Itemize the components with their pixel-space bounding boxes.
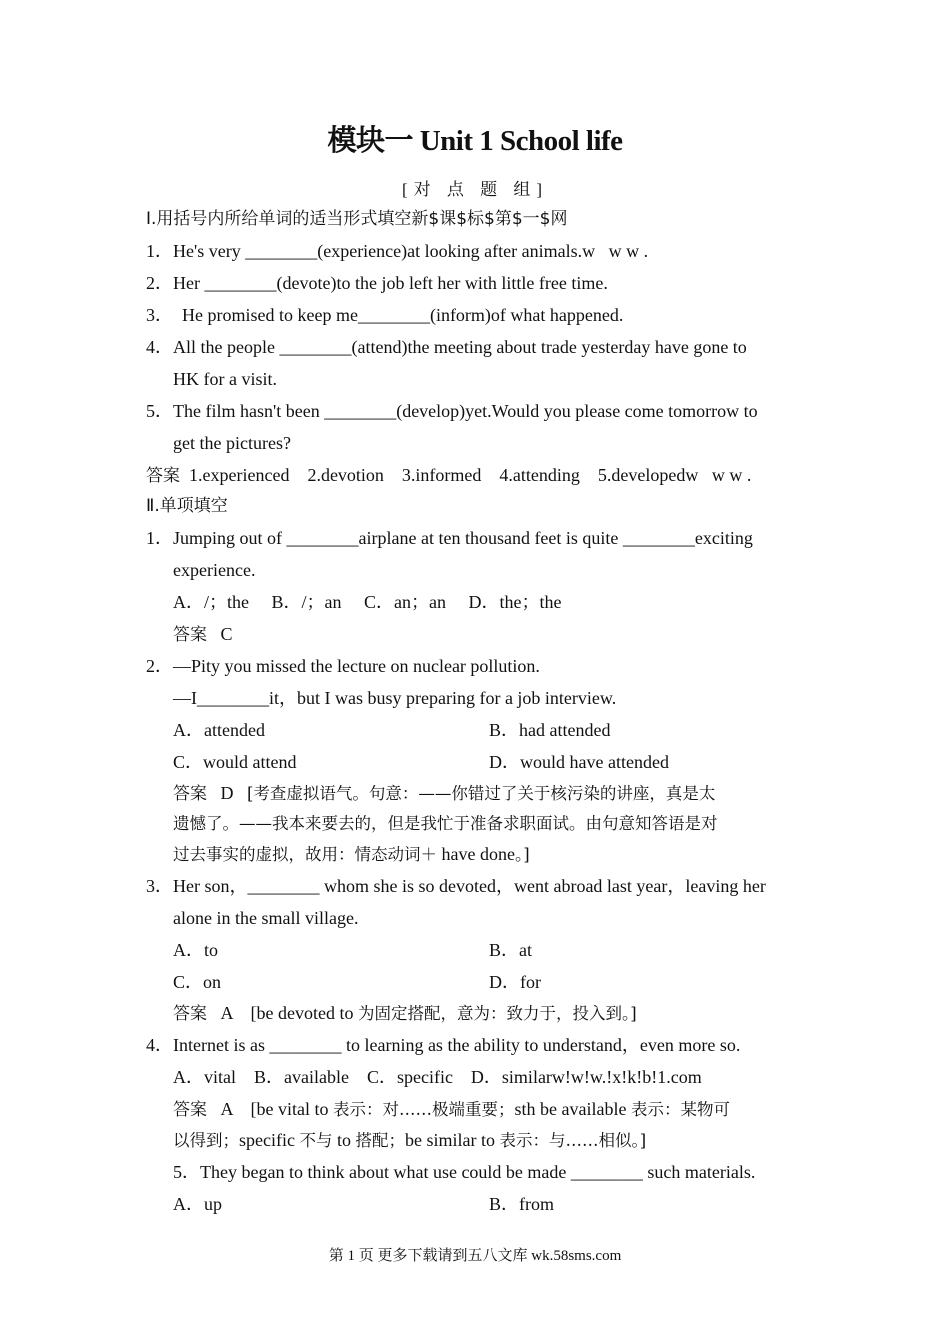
q4-explanation-2 bbox=[173, 1128, 646, 1153]
subtitle: [对 点 题 组] bbox=[401, 180, 549, 199]
answer-label: 答案 bbox=[173, 1004, 207, 1024]
q3-option-a: A．to bbox=[173, 940, 218, 960]
q4-exp2b: specific bbox=[239, 1130, 300, 1150]
q4-exp2d: to bbox=[332, 1130, 356, 1150]
section1-heading: Ⅰ.用括号内所给单词的适当形式填空新$课$标$第$一$网 bbox=[146, 209, 568, 229]
q1-line2: experience. bbox=[173, 560, 256, 580]
q4-exp2c: 不与 bbox=[299, 1131, 333, 1150]
q3-option-d: D．for bbox=[489, 972, 541, 992]
q3-line1: 3．Her son，________ whom she is so devoted，went abroad last year，leaving her bbox=[146, 876, 766, 896]
q4-exp2f: be similar to bbox=[404, 1130, 500, 1150]
q2-line2: —I________it，but I was busy preparing for a job interview. bbox=[173, 688, 617, 708]
q3-exp-a: [be devoted to bbox=[250, 1003, 358, 1023]
q5-line1: 5．They began to think about what use could be made ________ such materials. bbox=[173, 1162, 756, 1182]
q4-answer bbox=[173, 1097, 730, 1122]
q4-answer-value: A bbox=[220, 1099, 233, 1119]
q4-exp1b: 表示：对……极端重要； bbox=[333, 1100, 515, 1119]
q5-option-a: A．up bbox=[173, 1194, 222, 1214]
q2-answer bbox=[173, 781, 715, 806]
q3-line2: alone in the small village. bbox=[173, 908, 359, 928]
s1-item-4: 4．All the people ________(attend)the meeting about trade yesterday have gone to bbox=[146, 337, 747, 357]
q4-options: A．vital B．available C．specific D．similarw!w!w.!x!k!b!1.com bbox=[173, 1067, 702, 1087]
q2-explanation-1: [考查虚拟语气。句意：——你错过了关于核污染的讲座，真是太 bbox=[247, 784, 716, 803]
s1-item-5: 5．The film hasn't been ________(develop)yet.Would you please come tomorrow to bbox=[146, 401, 758, 421]
s1-item-1: 1．He's very ________(experience)at looking after animals.w w w . bbox=[146, 241, 649, 261]
q2-option-a: A．attended bbox=[173, 720, 265, 740]
q3-answer bbox=[173, 1001, 637, 1026]
q1-options: A．/；the B．/；an C．an；an D．the；the bbox=[173, 592, 562, 612]
q2-answer-value: D bbox=[220, 783, 234, 803]
q4-exp2a: 以得到； bbox=[173, 1131, 239, 1150]
page-title: 模块一 Unit 1 School life bbox=[327, 125, 623, 157]
q2-explanation-3 bbox=[173, 842, 530, 867]
s1-item-4-cont: HK for a visit. bbox=[173, 369, 277, 389]
answer-label: 答案 bbox=[173, 625, 207, 645]
q3-exp-b: 为固定搭配，意为：致力于，投入到。] bbox=[357, 1004, 637, 1023]
q3-option-b: B．at bbox=[489, 940, 532, 960]
q3-option-c: C．on bbox=[173, 972, 222, 992]
q4-exp2e: 搭配； bbox=[355, 1131, 405, 1150]
q2-option-b: B．had attended bbox=[489, 720, 611, 740]
page-footer: 第 1 页 更多下载请到五八文库 wk.58sms.com bbox=[328, 1248, 622, 1264]
section2-heading: Ⅱ.单项填空 bbox=[146, 496, 228, 516]
q4-exp1d: 表示：某物可 bbox=[630, 1100, 730, 1119]
answer-label: 答案 bbox=[173, 784, 207, 804]
q4-exp1a: [be vital to bbox=[250, 1099, 333, 1119]
s1-answer bbox=[146, 463, 751, 488]
q4-exp2g: 表示：与……相似。] bbox=[499, 1131, 647, 1150]
s1-item-2: 2．Her ________(devote)to the job left her with little free time. bbox=[146, 273, 608, 293]
q5-option-b: B．from bbox=[489, 1194, 554, 1214]
s1-item-3: 3． He promised to keep me________(inform)of what happened. bbox=[146, 305, 624, 325]
q1-line1: 1．Jumping out of ________airplane at ten thousand feet is quite ________exciting bbox=[146, 528, 753, 548]
answer-label: 答案 bbox=[146, 466, 180, 486]
q2-exp3a: 过去事实的虚拟，故用：情态动词＋ bbox=[173, 845, 437, 864]
s1-answer-text: 1.experienced 2.devotion 3.informed 4.attending 5.developedw w w . bbox=[189, 465, 752, 485]
answer-label: 答案 bbox=[173, 1100, 207, 1120]
q4-line1: 4．Internet is as ________ to learning as the ability to understand，even more so. bbox=[146, 1035, 741, 1055]
q4-exp1c: sth be available bbox=[514, 1099, 631, 1119]
q2-exp3c: 。] bbox=[514, 845, 530, 864]
q2-option-c: C．would attend bbox=[173, 752, 297, 772]
q2-line1: 2．—Pity you missed the lecture on nuclear pollution. bbox=[146, 656, 540, 676]
q2-exp3b: have done bbox=[437, 844, 515, 864]
s1-item-5-cont: get the pictures? bbox=[173, 433, 291, 453]
q1-answer-value: C bbox=[220, 624, 233, 644]
q2-explanation-2: 遗憾了。——我本来要去的，但是我忙于准备求职面试。由句意知答语是对 bbox=[173, 814, 718, 833]
q3-answer-value: A bbox=[220, 1003, 233, 1023]
q2-option-d: D．would have attended bbox=[489, 752, 669, 772]
q1-answer bbox=[173, 622, 233, 647]
